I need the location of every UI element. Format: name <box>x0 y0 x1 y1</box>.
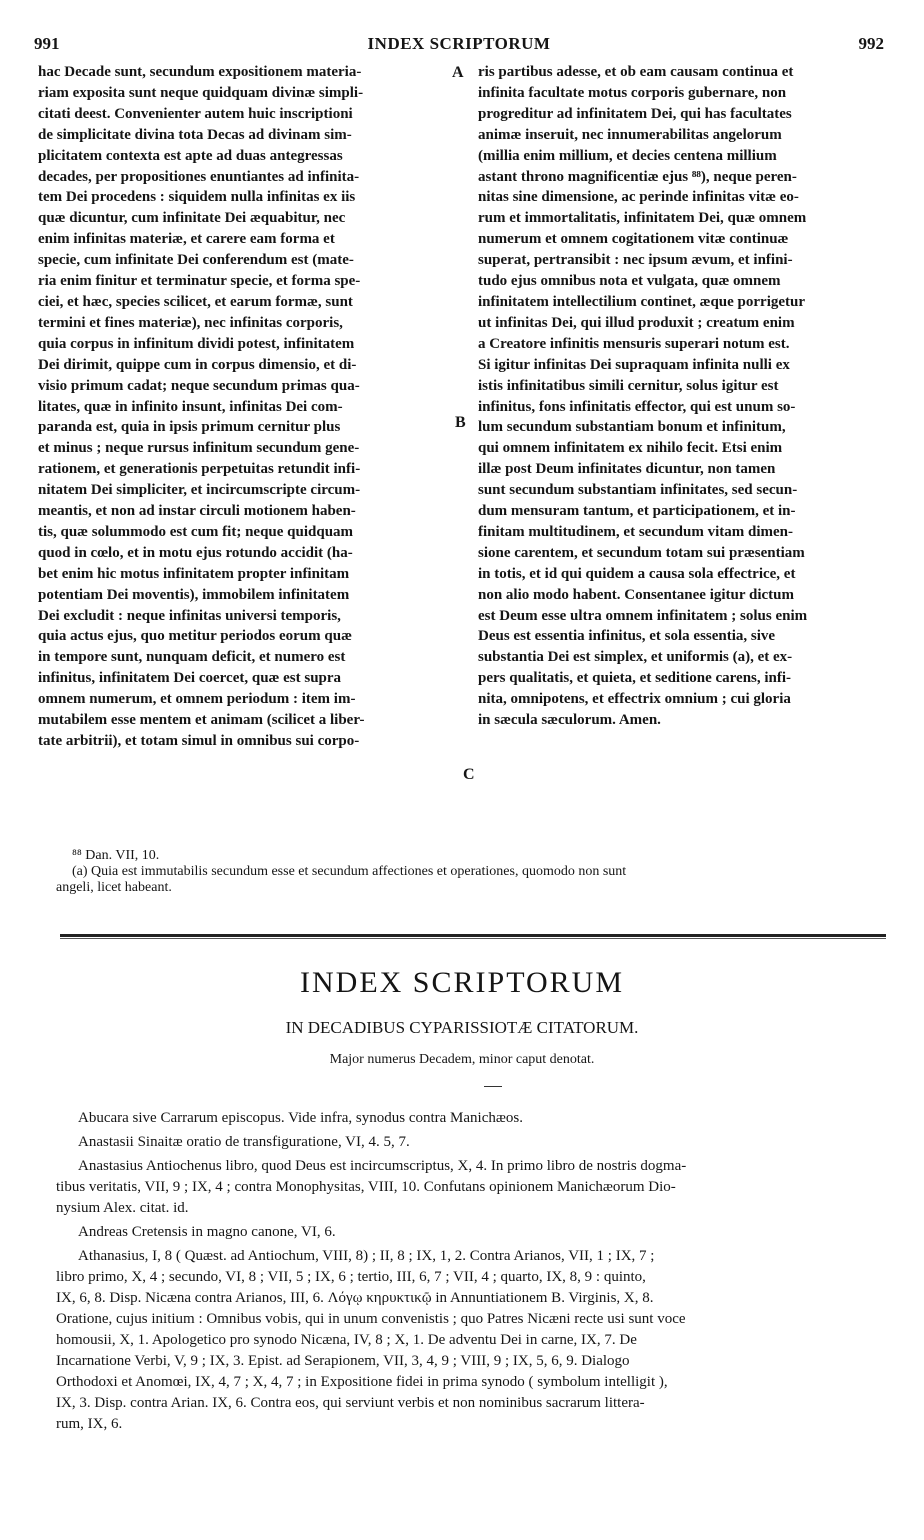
text-line: decades, per propositiones enuntiantes ad infinita- <box>38 168 360 185</box>
text-line: progreditur ad infinitatem Dei, qui has facultates <box>478 105 792 122</box>
text-line: nita, omnipotens, et effectrix omnium ; cui gloria <box>478 691 791 708</box>
text-line: tate arbitrii), et totam simul in omnibus sui corpo- <box>38 733 360 749</box>
text-line: de simplicitate divina tota Decas ad divinam sim- <box>38 126 352 143</box>
text-line: ut infinitas Dei, qui illud produxit ; creatum enim <box>478 314 795 331</box>
text-line: lum secundum substantiam bonum et infinitum, <box>478 419 786 436</box>
index-entry <box>56 1108 892 1129</box>
text-line: quia actus ejus, quo metitur periodos eorum quæ <box>38 628 352 645</box>
text-line: quæ dicuntur, cum infinitate Dei æquabitur, nec <box>38 210 346 227</box>
text-line: animæ inseruit, nec innumerabilitas angelorum <box>478 126 782 143</box>
text-line: hac Decade sunt, secundum expositionem materia- <box>38 64 362 80</box>
page-number-left: 991 <box>34 34 60 53</box>
margin-letter-a: A <box>452 64 464 81</box>
entry-line: Anastasius Antiochenus libro, quod Deus est incircumscriptus, X, 4. In primo libro de nostris dogma- <box>78 1158 687 1174</box>
text-line: rum et immortalitatis, infinitatem Dei, quæ omnem <box>478 210 807 227</box>
section-rule-thin <box>60 938 886 939</box>
text-line: dum mensuram tantum, et participationem, et in- <box>478 503 796 520</box>
page-header <box>34 34 884 56</box>
text-line: tudo ejus omnibus nota et vulgata, quæ omnem <box>478 273 781 290</box>
text-line: plicitatem contexta est apte ad duas antegressas <box>38 147 343 164</box>
entry-line: nysium Alex. citat. id. <box>56 1200 189 1216</box>
left-column <box>38 62 449 752</box>
entry-line: IX, 6, 8. Disp. Nicæna contra Arianos, III, 6. Λόγῳ κηρυκτικῷ in Annuntiationem B. Virginis, X, 8. <box>56 1290 654 1306</box>
entry-line: Incarnatione Verbi, V, 9 ; IX, 3. Epist. ad Serapionem, VII, 3, 4, 9 ; VIII, 9 ; IX, 5, 6, 9. Dialogo <box>56 1353 630 1369</box>
footnotes <box>56 848 892 896</box>
entry-line: Abucara sive Carrarum episcopus. Vide infra, synodus contra Manichæos. <box>78 1110 523 1126</box>
text-line: et minus ; neque rursus infinitum secundum gene- <box>38 440 360 457</box>
text-line: nitas sine dimensione, ac perinde infinitas vitæ eo- <box>478 189 799 206</box>
text-line: tem Dei procedens : siquidem nulla infinitas ex iis <box>38 189 356 206</box>
text-line: finitam multitudinem, et secundum vitam dimen- <box>478 523 793 540</box>
text-line: infinita facultate motus corporis gubernare, non <box>478 84 787 101</box>
text-line: a Creatore infinitis mensuris superari notum est. <box>478 335 790 352</box>
text-line: ris partibus adesse, et ob eam causam continua et <box>478 64 794 80</box>
margin-letter-c: C <box>463 766 475 783</box>
text-line: enim infinitas materiæ, et carere eam forma et <box>38 231 335 248</box>
text-line: nitatem Dei simpliciter, et incircumscripte circum- <box>38 482 361 499</box>
entry-line: Orthodoxi et Anomœi, IX, 4, 7 ; X, 4, 7 ; in Expositione fidei in prima synodo ( symbolum intelligit ), <box>56 1374 668 1390</box>
footnote-88: ⁸⁸ Dan. VII, 10. <box>72 848 160 863</box>
footnote-a-line1: (a) Quia est immutabilis secundum esse et secundum affectiones et operationes, quomodo non sunt <box>72 864 627 879</box>
entry-line: Oratione, cujus initium : Omnibus vobis, qui in unum convenistis ; quo Patres Nicæni recte usi sunt voce <box>56 1311 686 1327</box>
text-line: sunt secundum substantiam infinitates, sed secun- <box>478 482 798 499</box>
entry-line: libro primo, X, 4 ; secundo, VI, 8 ; VII, 5 ; IX, 6 ; tertio, III, 6, 7 ; VII, 4 ; quarto, IX, 8, 9 : quinto, <box>56 1269 646 1285</box>
text-line: infinitus, infinitatem Dei coercet, quæ est supra <box>38 670 342 687</box>
text-line: numerum et omnem cogitationem vitæ continuæ <box>478 231 789 248</box>
text-line: Deus est essentia infinitus, et sola essentia, sive <box>478 628 776 645</box>
entry-line: Anastasii Sinaitæ oratio de transfiguratione, VI, 4. 5, 7. <box>78 1134 410 1150</box>
text-line: ciei, et hæc, species scilicet, et earum formæ, sunt <box>38 293 353 310</box>
text-line: sione carentem, et secundum totam sui præsentiam <box>478 544 805 561</box>
text-line: tis, quæ solummodo est cum fit; neque quidquam <box>38 523 354 540</box>
text-line: in totis, et id qui quidem a causa sola effectrice, et <box>478 565 796 582</box>
entry-line: homousii, X, 1. Apologetico pro synodo Nicæna, IV, 8 ; X, 1. De adventu Dei in carne, IX, 7. De <box>56 1332 637 1348</box>
text-line: astant throno magnificentiæ ejus ⁸⁸), neque peren- <box>478 168 797 185</box>
right-column <box>478 62 890 731</box>
index-entry <box>56 1156 892 1219</box>
text-line: rationem, et generationis perpetuitas retundit infi- <box>38 461 361 478</box>
text-line: illæ post Deum infinitates dicuntur, non tamen <box>478 461 776 478</box>
text-line: Si igitur infinitas Dei supraquam infinita nulli ex <box>478 356 790 373</box>
index-entries <box>56 1108 892 1438</box>
section-rule <box>60 934 886 937</box>
text-line: potentiam Dei moventis), immobilem infinitatem <box>38 586 350 603</box>
index-entry <box>56 1222 892 1243</box>
text-line: infinitatem intellectilium continet, æque porrigetur <box>478 293 806 310</box>
text-line: superat, pertransibit : nec ipsum ævum, et infini- <box>478 252 793 269</box>
text-line: istis infinitatibus simili cernitur, solus igitur est <box>478 377 779 394</box>
text-line: non alio modo habent. Consentanee igitur dictum <box>478 586 795 603</box>
text-line: visio primum cadat; neque secundum primas qua- <box>38 377 360 394</box>
section-title: INDEX SCRIPTORUM <box>300 966 624 999</box>
text-line: meantis, et non ad instar circuli motionem haben- <box>38 503 356 520</box>
text-line: omnem numerum, et omnem periodum : item im- <box>38 691 356 708</box>
text-line: (millia enim millium, et decies centena millium <box>478 147 777 164</box>
text-line: mutabilem esse mentem et animam (scilicet a liber- <box>38 712 365 729</box>
section-subtitle: IN DECADIBUS CYPARISSIOTÆ CITATORUM. <box>285 1018 639 1037</box>
text-line: pers qualitatis, et quieta, et seditione carens, infi- <box>478 670 792 687</box>
entry-line: tibus veritatis, VII, 9 ; IX, 4 ; contra Monophysitas, VIII, 10. Confutans opinionem Manichæorum Dio- <box>56 1179 676 1195</box>
text-line: infinitus, fons infinitatis effector, qui est unum so- <box>478 398 796 415</box>
text-line: ria enim finitur et terminatur specie, et forma spe- <box>38 273 361 290</box>
text-line: in sæcula sæculorum. Amen. <box>478 712 661 729</box>
entry-line: rum, IX, 6. <box>56 1416 123 1432</box>
page-number-right: 992 <box>858 34 884 53</box>
index-entry <box>56 1132 892 1153</box>
entry-line: Andreas Cretensis in magno canone, VI, 6. <box>78 1224 336 1240</box>
ornament-dash <box>484 1086 502 1087</box>
index-entry <box>56 1246 892 1435</box>
text-line: substantia Dei est simplex, et uniformis (a), et ex- <box>478 649 793 666</box>
text-line: quod in cœlo, et in motu ejus rotundo accidit (ha- <box>38 544 353 561</box>
text-line: bet enim hic motus infinitatem propter infinitam <box>38 565 350 582</box>
margin-letter-b: B <box>455 414 466 431</box>
entry-line: Athanasius, I, 8 ( Quæst. ad Antiochum, VIII, 8) ; II, 8 ; IX, 1, 2. Contra Arianos, VII, 1 ; IX, 7 ; <box>78 1248 655 1264</box>
text-line: specie, cum infinitate Dei conferendum est (mate- <box>38 252 354 269</box>
text-line: Dei excludit : neque infinitas universi temporis, <box>38 607 341 624</box>
text-line: citati deest. Convenienter autem huic inscriptioni <box>38 105 353 122</box>
entry-line: IX, 3. Disp. contra Arian. IX, 6. Contra eos, qui serviunt verbis et non nominibus sacrarum littera- <box>56 1395 645 1411</box>
text-line: qui omnem infinitatem ex nihilo fecit. Etsi enim <box>478 440 783 457</box>
running-title: INDEX SCRIPTORUM <box>367 34 551 53</box>
text-line: paranda est, quia in ipsis primum cernitur plus <box>38 419 341 436</box>
text-line: quia corpus in infinitum dividi potest, infinitatem <box>38 335 355 352</box>
section-note: Major numerus Decadem, minor caput denotat. <box>329 1052 595 1067</box>
text-line: riam exposita sunt neque quidquam divinæ simpli- <box>38 84 364 101</box>
text-line: termini et fines materiæ), nec infinitas corporis, <box>38 314 343 331</box>
footnote-a-line2: angeli, licet habeant. <box>56 880 172 895</box>
text-line: est Deum esse ultra omnem infinitatem ; solus enim <box>478 607 808 624</box>
text-line: litates, quæ in infinito insunt, infinitas Dei com- <box>38 398 343 415</box>
text-line: Dei dirimit, quippe cum in corpus dimensio, et di- <box>38 356 357 373</box>
text-line: in tempore sunt, nunquam deficit, et numero est <box>38 649 346 666</box>
